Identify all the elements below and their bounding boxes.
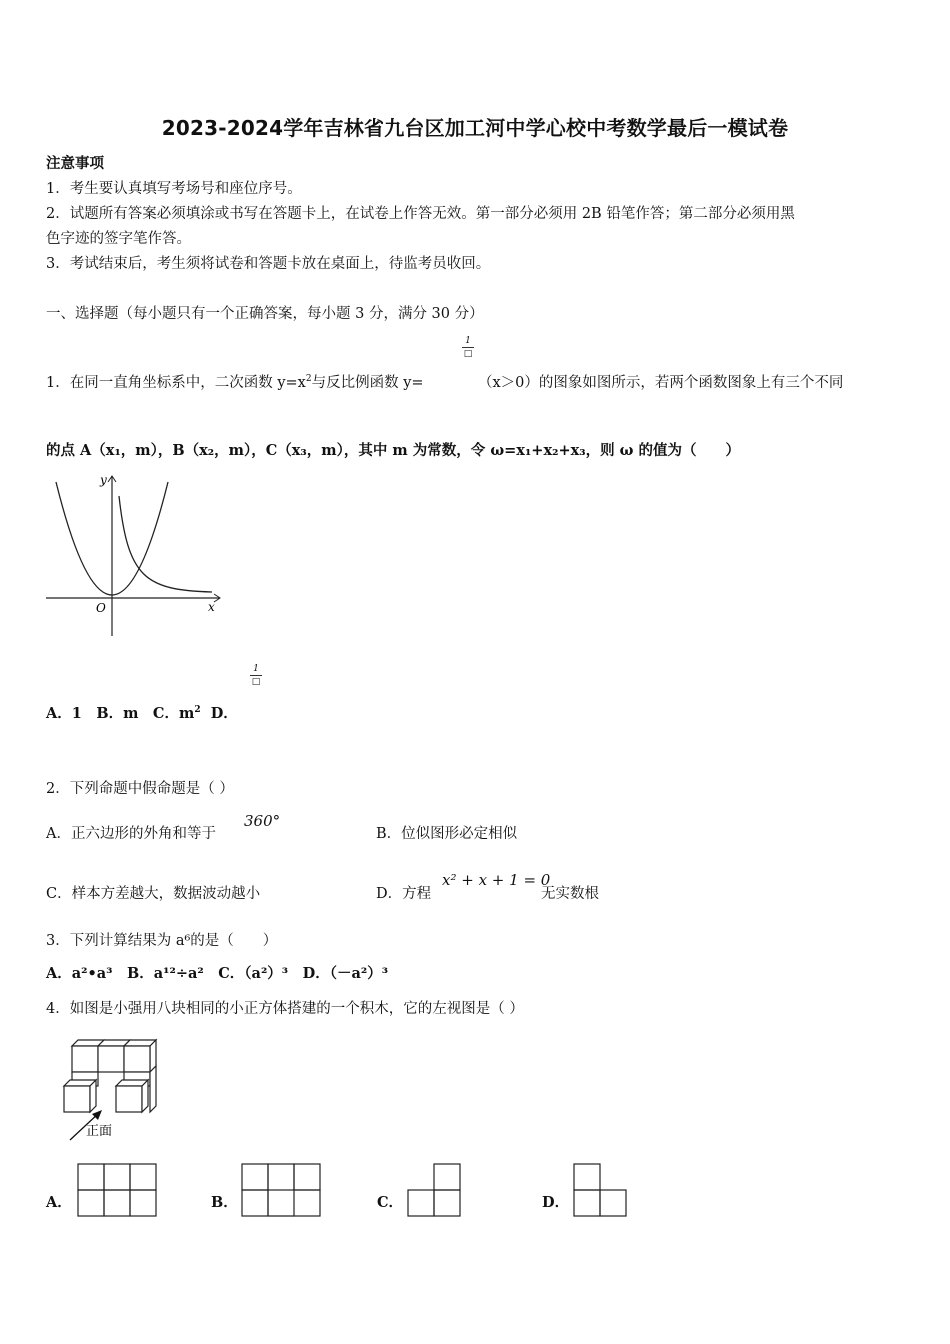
q2-option-d-pre: D．方程 bbox=[376, 886, 432, 902]
note-3: 3．考试结束后，考生须将试卷和答题卡放在桌面上，待监考员收回。 bbox=[46, 256, 491, 272]
q4-option-c-figure bbox=[407, 1163, 463, 1217]
q4-option-d-label: D． bbox=[542, 1194, 570, 1211]
q4-option-b-figure bbox=[241, 1163, 321, 1217]
cube-front-2 bbox=[116, 1086, 142, 1112]
q1-frac-num: 1 bbox=[465, 336, 471, 346]
note-2: 2．试题所有答案必须填涂或书写在答题卡上，在试卷上作答无效。第一部分必须用 2B 铅笔作答；第二部分必须用黑 bbox=[46, 206, 795, 222]
q1-option-d-fraction bbox=[250, 664, 262, 687]
hyperbola-curve bbox=[119, 496, 212, 592]
cube-front-side-2 bbox=[142, 1080, 148, 1112]
q1-d-num: 1 bbox=[253, 664, 259, 674]
note-2-cont: 色字迹的签字笔作答。 bbox=[46, 231, 191, 247]
q1-line1-c: （x＞0）的图象如图所示，若两个函数图象上有三个不同 bbox=[478, 375, 844, 391]
q1-options-abc: A．1 B．m C．m bbox=[46, 705, 195, 722]
q2-option-c: C．样本方差越大，数据波动越小 bbox=[46, 886, 261, 902]
q2-option-a: A．正六边形的外角和等于 bbox=[46, 826, 216, 842]
q1-line2: 的点 A（x₁，m），B（x₂，m），C（x₃，m），其中 m 为常数，令 ω=x₁+x₂+x₃，则 ω 的值为（ ） bbox=[46, 442, 740, 459]
front-label: 正面 bbox=[86, 1124, 113, 1139]
q2-stem: 2．下列命题中假命题是（ ） bbox=[46, 781, 234, 797]
page-title: 2023-2024学年吉林省九台区加工河中学心校中考数学最后一模试卷 bbox=[161, 116, 789, 140]
cube-face-2 bbox=[98, 1046, 124, 1072]
q1-option-d: D． bbox=[210, 705, 238, 722]
q2-option-a-math: 360° bbox=[244, 812, 281, 830]
notes-heading: 注意事项 bbox=[46, 155, 104, 172]
q1-line1-b: 与反比例函数 y= bbox=[311, 375, 424, 391]
q4-option-d-figure bbox=[573, 1163, 629, 1217]
q1-line1: 1．在同一直角坐标系中，二次函数 $y=x^2$与反比例函数 y= bbox=[46, 374, 424, 391]
q1-graph bbox=[40, 468, 230, 643]
q2-option-b: B．位似图形必定相似 bbox=[376, 826, 518, 842]
q4-stem: 4．如图是小强用八块相同的小正方体搭建的一个积木，它的左视图是（ ） bbox=[46, 1001, 524, 1017]
q4-option-b-label: B． bbox=[211, 1194, 238, 1211]
q2-option-d-post: 无实数根 bbox=[541, 886, 599, 902]
q3-options: A．a²•a³ B．a¹²÷a² C．（a²）³ D．（－a²）³ bbox=[46, 965, 389, 982]
x-label: x bbox=[208, 600, 215, 614]
q1-frac-den: □ bbox=[463, 349, 473, 359]
cube-face-1 bbox=[72, 1046, 98, 1072]
cube-side-bottom bbox=[150, 1066, 156, 1112]
q4-option-a-label: A． bbox=[46, 1194, 72, 1211]
cube-front-1 bbox=[64, 1086, 90, 1112]
q4-option-a-figure bbox=[77, 1163, 157, 1217]
section-heading: 一、选择题（每小题只有一个正确答案，每小题 3 分，满分 30 分） bbox=[46, 306, 484, 322]
q4-cube-figure bbox=[58, 1038, 168, 1146]
q1-d-den: □ bbox=[251, 677, 261, 687]
q4-option-c-label: C． bbox=[377, 1194, 404, 1211]
y-label: y bbox=[100, 473, 107, 487]
cube-front-side-1 bbox=[90, 1080, 96, 1112]
q3-stem: 3．下列计算结果为 a⁶的是（ ） bbox=[46, 933, 278, 949]
q1-fraction bbox=[462, 336, 474, 359]
q1-line1-a: 1．在同一直角坐标系中，二次函数 y=x bbox=[46, 375, 306, 391]
q1-options: A．1 B．m C．$m^2$ D． bbox=[46, 705, 238, 722]
cube-face-3 bbox=[124, 1046, 150, 1072]
q2-option-d-math: x² + x + 1 = 0 bbox=[442, 871, 551, 889]
origin-label: O bbox=[96, 601, 106, 615]
note-1: 1．考生要认真填写考场号和座位序号。 bbox=[46, 181, 302, 197]
